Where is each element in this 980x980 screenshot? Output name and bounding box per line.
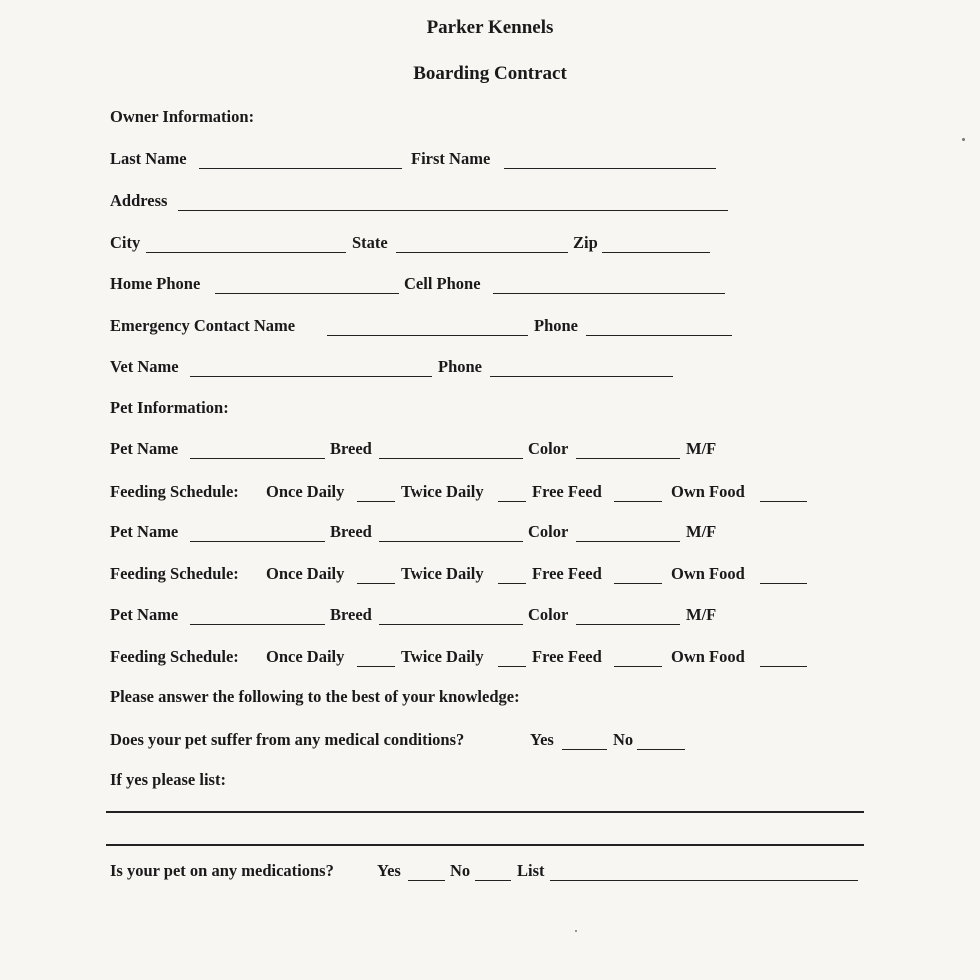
- medications-question: Is your pet on any medications?: [110, 861, 334, 880]
- twice-daily-label: Twice Daily: [401, 482, 484, 501]
- paper-speck: [575, 930, 577, 932]
- medical-no-field[interactable]: [637, 731, 685, 750]
- pet-1-breed-field[interactable]: [379, 440, 523, 459]
- emergency-contact-field[interactable]: [327, 317, 528, 336]
- vet-name-label: Vet Name: [110, 357, 179, 376]
- last-name-label: Last Name: [110, 149, 187, 168]
- pet-name-label: Pet Name: [110, 439, 179, 458]
- address-field[interactable]: [178, 192, 728, 211]
- pet-3-color-field[interactable]: [576, 606, 680, 625]
- state-field[interactable]: [396, 234, 568, 253]
- cell-phone-label: Cell Phone: [404, 274, 481, 293]
- color-label: Color: [528, 605, 569, 624]
- emergency-phone-field[interactable]: [586, 317, 732, 336]
- twice-daily-label: Twice Daily: [401, 647, 484, 666]
- feeding-schedule-label: Feeding Schedule:: [110, 647, 239, 666]
- questions-intro: Please answer the following to the best of your knowledge:: [110, 687, 520, 706]
- pet-3-name-field[interactable]: [190, 606, 325, 625]
- emergency-contact-label: Emergency Contact Name: [110, 316, 296, 335]
- last-name-field[interactable]: [199, 150, 402, 169]
- once-daily-label: Once Daily: [266, 564, 345, 583]
- free-feed-label: Free Feed: [532, 564, 602, 583]
- own-food-label: Own Food: [671, 647, 745, 666]
- medications-list-label: List: [517, 861, 545, 880]
- home-phone-field[interactable]: [215, 275, 399, 294]
- medical-yes-field[interactable]: [562, 731, 607, 750]
- medical-list-line-2[interactable]: [106, 826, 864, 846]
- paper-speck: [962, 138, 965, 141]
- twice-daily-label: Twice Daily: [401, 564, 484, 583]
- medications-no-label: No: [450, 861, 471, 880]
- first-name-field[interactable]: [504, 150, 716, 169]
- color-label: Color: [528, 522, 569, 541]
- medications-yes-field[interactable]: [408, 862, 445, 881]
- pet-3-once-daily-field[interactable]: [357, 648, 395, 667]
- business-name: Parker Kennels: [426, 17, 554, 38]
- feeding-schedule-label: Feeding Schedule:: [110, 482, 239, 501]
- own-food-label: Own Food: [671, 564, 745, 583]
- pet-3-free-feed-field[interactable]: [614, 648, 662, 667]
- city-field[interactable]: [146, 234, 346, 253]
- vet-phone-field[interactable]: [490, 358, 673, 377]
- pet-1-name-field[interactable]: [190, 440, 325, 459]
- medications-no-field[interactable]: [475, 862, 511, 881]
- pet-name-label: Pet Name: [110, 605, 179, 624]
- pet-1-twice-daily-field[interactable]: [498, 483, 526, 502]
- pet-1-free-feed-field[interactable]: [614, 483, 662, 502]
- once-daily-label: Once Daily: [266, 482, 345, 501]
- pet-2-own-food-field[interactable]: [760, 565, 807, 584]
- zip-label: Zip: [573, 233, 598, 252]
- pet-info-heading: Pet Information:: [110, 398, 229, 417]
- pet-1-own-food-field[interactable]: [760, 483, 807, 502]
- sex-label: M/F: [686, 522, 717, 541]
- breed-label: Breed: [330, 605, 372, 624]
- form-title: Boarding Contract: [413, 63, 567, 84]
- sex-label: M/F: [686, 439, 717, 458]
- cell-phone-field[interactable]: [493, 275, 725, 294]
- breed-label: Breed: [330, 522, 372, 541]
- state-label: State: [352, 233, 388, 252]
- breed-label: Breed: [330, 439, 372, 458]
- once-daily-label: Once Daily: [266, 647, 345, 666]
- pet-2-twice-daily-field[interactable]: [498, 565, 526, 584]
- city-label: City: [110, 233, 141, 252]
- pet-3-breed-field[interactable]: [379, 606, 523, 625]
- own-food-label: Own Food: [671, 482, 745, 501]
- pet-2-color-field[interactable]: [576, 523, 680, 542]
- free-feed-label: Free Feed: [532, 482, 602, 501]
- pet-3-own-food-field[interactable]: [760, 648, 807, 667]
- sex-label: M/F: [686, 605, 717, 624]
- pet-1-once-daily-field[interactable]: [357, 483, 395, 502]
- pet-1-color-field[interactable]: [576, 440, 680, 459]
- medications-list-field[interactable]: [550, 862, 858, 881]
- pet-3-twice-daily-field[interactable]: [498, 648, 526, 667]
- vet-phone-label: Phone: [438, 357, 483, 376]
- medical-list-line-1[interactable]: [106, 793, 864, 813]
- if-yes-label: If yes please list:: [110, 770, 226, 789]
- medical-question: Does your pet suffer from any medical conditions?: [110, 730, 465, 749]
- pet-2-free-feed-field[interactable]: [614, 565, 662, 584]
- medications-yes-label: Yes: [377, 861, 401, 880]
- medical-no-label: No: [613, 730, 634, 749]
- zip-field[interactable]: [602, 234, 710, 253]
- pet-name-label: Pet Name: [110, 522, 179, 541]
- first-name-label: First Name: [411, 149, 491, 168]
- medical-yes-label: Yes: [530, 730, 554, 749]
- pet-2-once-daily-field[interactable]: [357, 565, 395, 584]
- pet-2-breed-field[interactable]: [379, 523, 523, 542]
- feeding-schedule-label: Feeding Schedule:: [110, 564, 239, 583]
- emergency-phone-label: Phone: [534, 316, 579, 335]
- free-feed-label: Free Feed: [532, 647, 602, 666]
- vet-name-field[interactable]: [190, 358, 432, 377]
- color-label: Color: [528, 439, 569, 458]
- home-phone-label: Home Phone: [110, 274, 201, 293]
- pet-2-name-field[interactable]: [190, 523, 325, 542]
- owner-info-heading: Owner Information:: [110, 107, 255, 126]
- address-label: Address: [110, 191, 168, 210]
